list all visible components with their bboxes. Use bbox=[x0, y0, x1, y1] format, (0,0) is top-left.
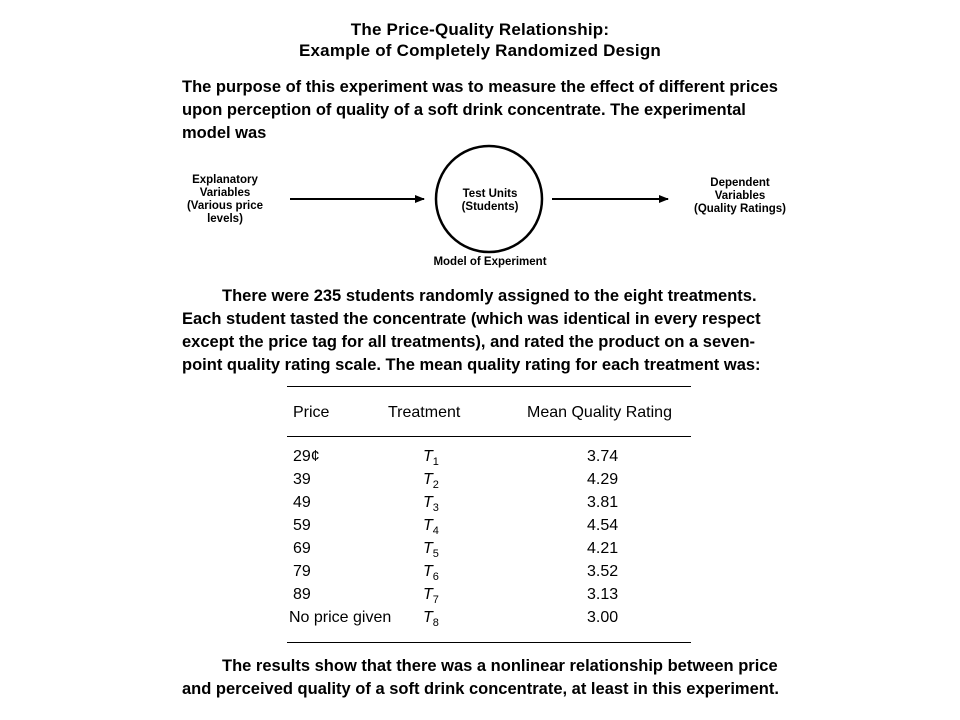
description-line: point quality rating scale. The mean quality rating for each treatment was: bbox=[182, 356, 761, 374]
label-line: Dependent bbox=[710, 177, 770, 189]
treatment-index: 4 bbox=[432, 525, 439, 538]
description-line: Each student tasted the concentrate (which was identical in every respect bbox=[182, 310, 761, 328]
table-row bbox=[287, 563, 691, 586]
table-row bbox=[287, 494, 691, 517]
cell-price: 49 bbox=[293, 494, 311, 511]
cell-rating: 3.00 bbox=[587, 609, 619, 626]
label-line: Variables bbox=[714, 190, 766, 202]
treatment-symbol: T bbox=[423, 448, 433, 465]
cell-rating: 3.74 bbox=[587, 448, 619, 465]
cell-price: 69 bbox=[293, 540, 311, 557]
label-line: Test Units bbox=[462, 188, 518, 200]
cell-treatment bbox=[423, 471, 439, 491]
description-line: except the price tag for all treatments), and rated the product on a seven- bbox=[182, 333, 756, 351]
treatment-symbol: T bbox=[423, 517, 433, 534]
cell-price: 39 bbox=[293, 471, 311, 488]
header-treatment: Treatment bbox=[388, 404, 461, 421]
cell-treatment bbox=[423, 563, 439, 583]
cell-rating: 3.52 bbox=[587, 563, 619, 580]
description-paragraph bbox=[182, 285, 761, 377]
cell-price: 79 bbox=[293, 563, 311, 580]
cell-treatment bbox=[423, 448, 439, 468]
cell-treatment bbox=[423, 517, 439, 537]
cell-treatment bbox=[423, 540, 439, 560]
table-top-rule bbox=[287, 386, 691, 387]
label-line: (Quality Ratings) bbox=[693, 203, 786, 215]
cell-treatment bbox=[423, 586, 439, 606]
conclusion-line: and perceived quality of a soft drink concentrate, at least in this experiment. bbox=[182, 680, 779, 698]
header-rating: Mean Quality Rating bbox=[527, 404, 672, 421]
cell-price: No price given bbox=[289, 609, 392, 626]
treatment-index: 5 bbox=[432, 548, 439, 561]
cell-rating: 4.21 bbox=[587, 540, 619, 557]
header-price: Price bbox=[293, 404, 330, 421]
cell-rating: 3.81 bbox=[587, 494, 619, 511]
treatment-index: 7 bbox=[432, 594, 439, 607]
treatment-symbol: T bbox=[423, 494, 433, 511]
intro-line: The purpose of this experiment was to measure the effect of different prices bbox=[182, 78, 778, 96]
cell-rating: 4.54 bbox=[587, 517, 619, 534]
cell-rating: 4.29 bbox=[587, 471, 619, 488]
cell-price: 29¢ bbox=[293, 448, 320, 465]
title-line-1: The Price-Quality Relationship: bbox=[350, 20, 610, 39]
label-line: levels) bbox=[207, 213, 243, 225]
label-line: Explanatory bbox=[192, 174, 258, 186]
title-line-2: Example of Completely Randomized Design bbox=[298, 41, 662, 60]
cell-price: 89 bbox=[293, 586, 311, 603]
treatment-index: 2 bbox=[432, 479, 439, 492]
dependent-variables-label bbox=[676, 177, 804, 216]
treatment-symbol: T bbox=[423, 563, 433, 580]
table-row bbox=[287, 540, 691, 563]
test-units-label bbox=[432, 188, 548, 214]
intro-line: model was bbox=[182, 124, 267, 142]
conclusion-paragraph bbox=[182, 655, 779, 701]
treatment-symbol: T bbox=[423, 540, 433, 557]
explanatory-variables-label bbox=[170, 174, 280, 226]
treatment-index: 3 bbox=[432, 502, 439, 515]
treatment-index: 6 bbox=[432, 571, 439, 584]
conclusion-line: The results show that there was a nonlinear relationship between price bbox=[222, 657, 778, 675]
table-bottom-rule bbox=[287, 642, 691, 643]
cell-rating: 3.13 bbox=[587, 586, 619, 603]
treatment-index: 8 bbox=[432, 617, 439, 630]
intro-line: upon perception of quality of a soft drink concentrate. The experimental bbox=[182, 101, 746, 119]
table-row bbox=[287, 471, 691, 494]
label-line: Variables bbox=[199, 187, 251, 199]
treatment-symbol: T bbox=[423, 471, 433, 488]
table-row bbox=[287, 609, 691, 632]
table-row bbox=[287, 517, 691, 540]
cell-treatment bbox=[423, 609, 439, 629]
cell-price: 59 bbox=[293, 517, 311, 534]
diagram-caption: Model of Experiment bbox=[433, 256, 547, 268]
treatment-index: 1 bbox=[432, 456, 439, 469]
table-row bbox=[287, 448, 691, 471]
treatment-symbol: T bbox=[423, 586, 433, 603]
label-line: (Various price bbox=[186, 200, 264, 212]
table-header-rule bbox=[287, 436, 691, 437]
description-line: There were 235 students randomly assigned to the eight treatments. bbox=[222, 287, 757, 305]
label-line: (Students) bbox=[461, 201, 519, 213]
treatment-symbol: T bbox=[423, 609, 433, 626]
cell-treatment bbox=[423, 494, 439, 514]
table-row bbox=[287, 586, 691, 609]
